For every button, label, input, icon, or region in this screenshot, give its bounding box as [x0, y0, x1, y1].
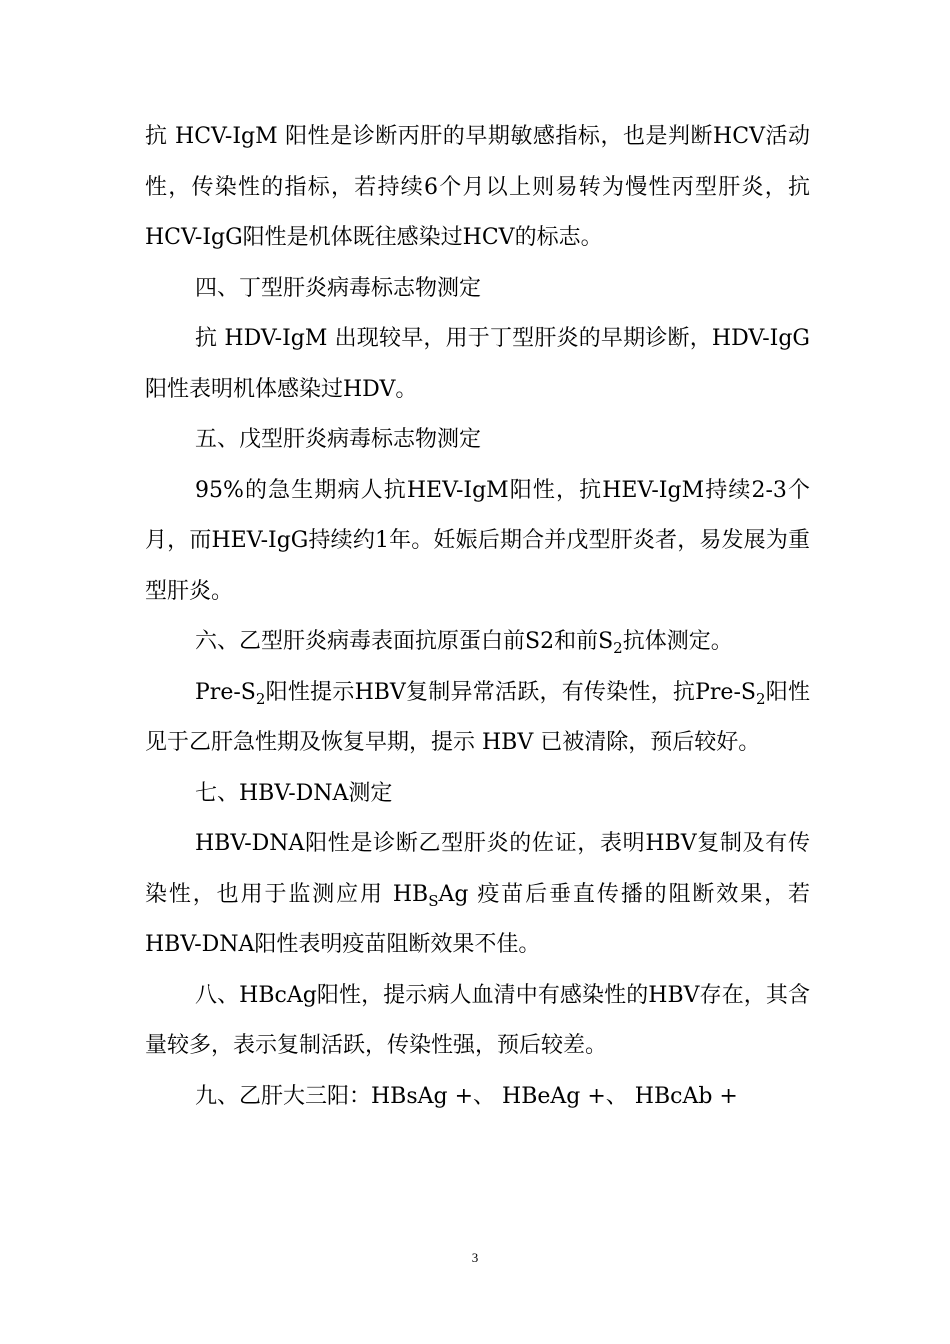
paragraph-text: 95%的急生期病人抗HEV-IgM阳性，抗HEV-IgM持续2-3个月，而HEV-IgG持续约1年。妊娠后期合并戊型肝炎者，易发展为重型肝炎。 [145, 477, 810, 604]
heading-text: 六、乙型肝炎病毒表面抗原蛋白前S2和前S [195, 629, 614, 654]
paragraph-text: 阳性见于乙肝急性期及恢复早期，提示 HBV 已被清除，预后较好。 [145, 679, 810, 755]
paragraph-text: 抗 HDV-IgM 出现较早，用于丁型肝炎的早期诊断，HDV-IgG阳性表明机体感染过HDV。 [145, 326, 810, 402]
paragraph-text: 阳性提示HBV复制异常活跃，有传染性，抗Pre-S [265, 679, 756, 705]
heading-hdv-markers [145, 264, 810, 315]
paragraph-text: HBV-DNA阳性是诊断乙型肝炎的佐证，表明HBV复制及有传染性，也用于监测应用 HB [145, 831, 810, 907]
paragraph-big-three-positive [145, 1072, 810, 1123]
heading-text: 四、丁型肝炎病毒标志物测定 [195, 275, 482, 301]
paragraph-text: 抗 HCV-IgM 阳性是诊断丙肝的早期敏感指标，也是判断HCV活动性，传染性的指标，若持续6个月以上则易转为慢性丙型肝炎，抗HCV-IgG阳性是机体既往感染过HCV的标志。 [145, 124, 810, 250]
paragraph-hbcag [145, 971, 810, 1072]
paragraph-anti-hcv [145, 112, 810, 264]
heading-pre-s2 [145, 617, 810, 668]
paragraph-anti-hdv [145, 314, 810, 415]
paragraph-text: Ag 疫苗后垂直传播的阻断效果，若HBV-DNA阳性表明疫苗阻断效果不佳。 [145, 881, 810, 957]
heading-hbv-dna [145, 769, 810, 820]
document-body [145, 112, 810, 1122]
subscript: 2 [755, 689, 766, 708]
heading-text: 七、HBV-DNA测定 [195, 780, 393, 806]
paragraph-text: 八、HBcAg阳性，提示病人血清中有感染性的HBV存在，其含量较多，表示复制活跃，传染性强，预后较差。 [145, 982, 810, 1058]
heading-hev-markers [145, 415, 810, 466]
subscript: S [428, 891, 439, 910]
paragraph-text: Pre-S [195, 679, 256, 705]
paragraph-pre-s2 [145, 668, 810, 769]
heading-text: 五、戊型肝炎病毒标志物测定 [195, 427, 482, 452]
heading-text: 抗体测定。 [622, 629, 733, 654]
subscript: 2 [613, 639, 623, 657]
subscript: 2 [255, 689, 266, 708]
paragraph-text: 九、乙肝大三阳：HBsAg +、 HBeAg +、 HBcAb + [195, 1083, 738, 1109]
paragraph-anti-hev [145, 466, 810, 618]
paragraph-hbv-dna [145, 819, 810, 971]
page-number: 3 [471, 1250, 479, 1265]
